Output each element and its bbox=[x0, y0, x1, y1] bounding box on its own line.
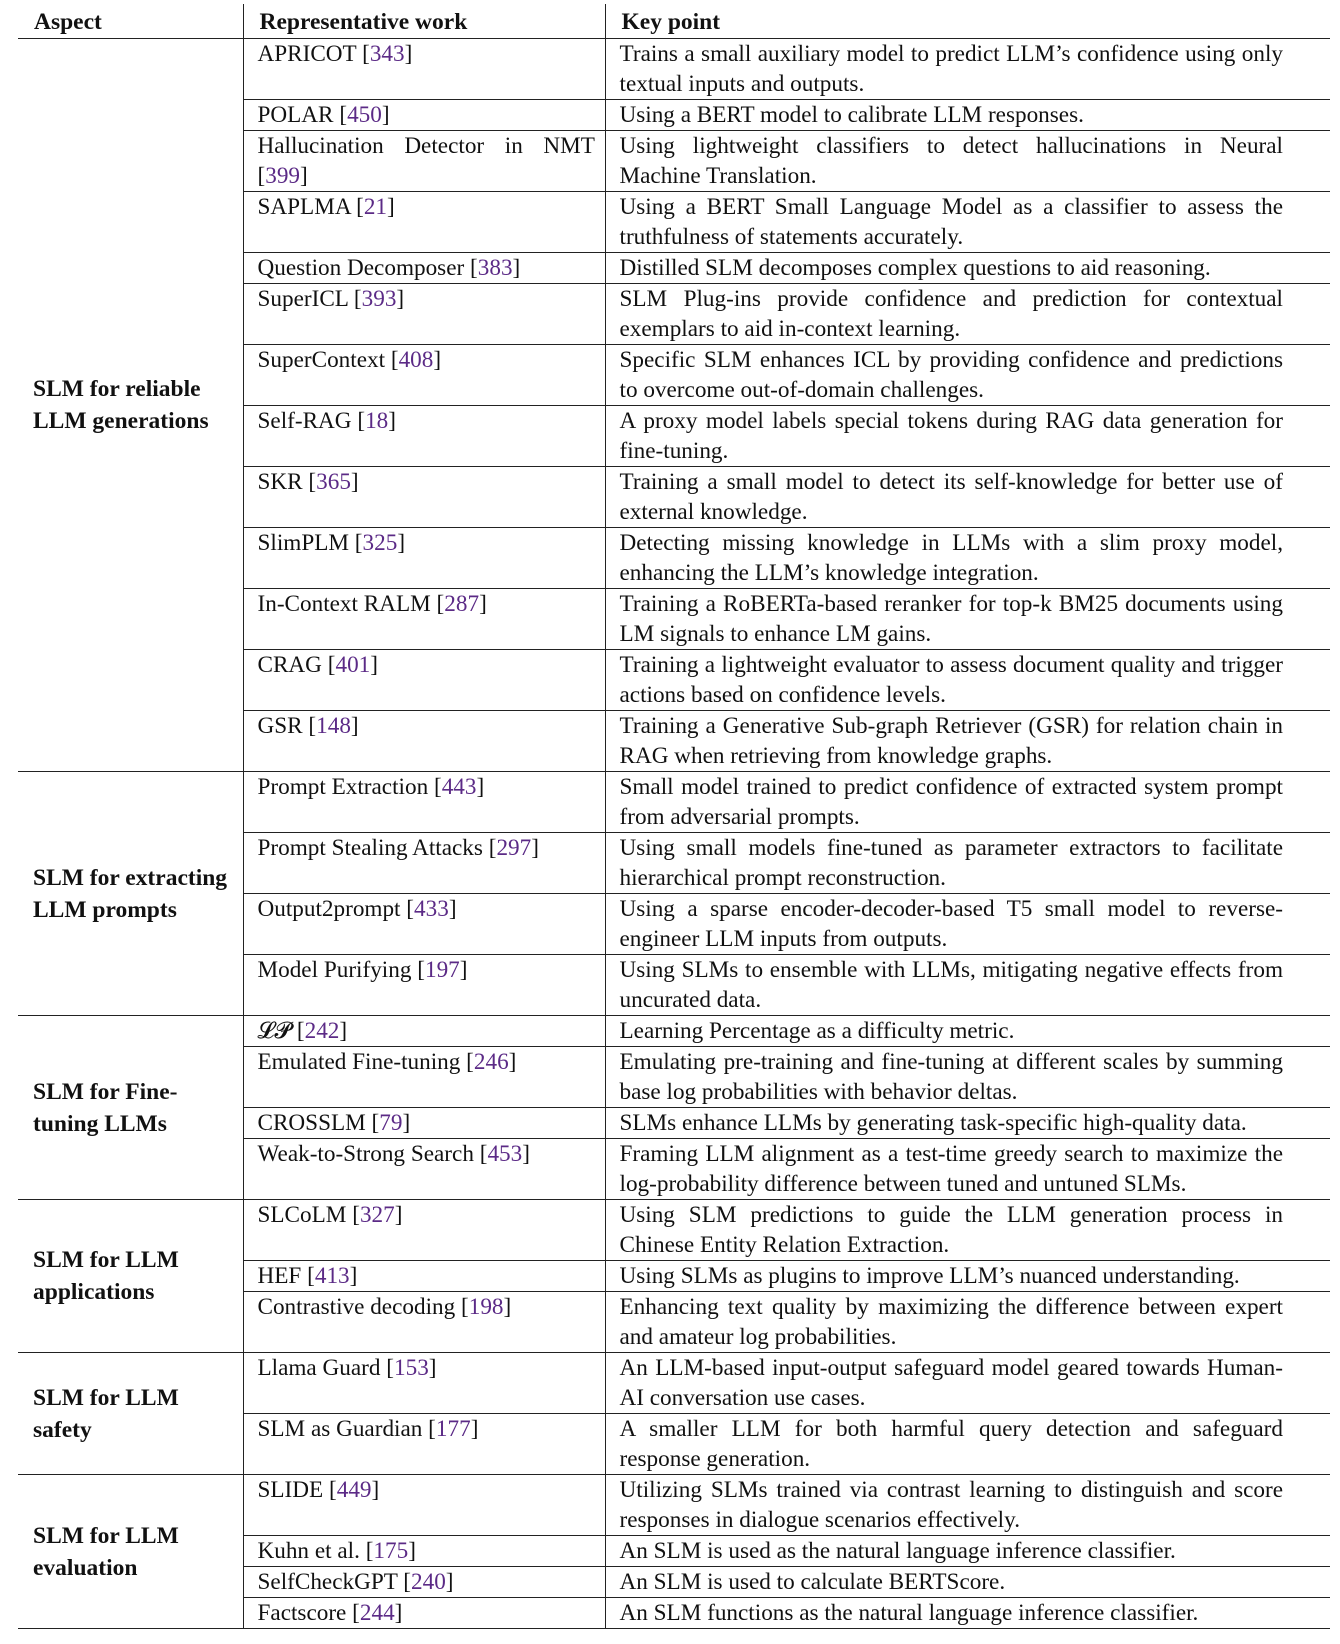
key-point-cell: Learning Percentage as a difficulty metric. bbox=[605, 1016, 1330, 1047]
citation-link[interactable]: 365 bbox=[316, 469, 351, 495]
key-point-cell: Using a sparse encoder-decoder-based T5 small model to reverse-engineer LLM inputs from outputs. bbox=[605, 894, 1330, 955]
work-name: Prompt Extraction bbox=[257, 774, 429, 800]
key-point-cell: Detecting missing knowledge in LLMs with a slim proxy model, enhancing the LLM’s knowledge integration. bbox=[605, 528, 1330, 589]
key-point-cell: Utilizing SLMs trained via contrast learning to distinguish and score responses in dialogue scenarios effectively. bbox=[605, 1475, 1330, 1536]
key-point-cell: Using a BERT Small Language Model as a classifier to assess the truthfulness of statements accurately. bbox=[605, 192, 1330, 253]
key-point-cell: An SLM is used as the natural language inference classifier. bbox=[605, 1536, 1330, 1567]
aspect-cell: SLM for LLM safety bbox=[18, 1353, 243, 1475]
key-point-cell: Emulating pre-training and fine-tuning at different scales by summing base log probabilities with behavior deltas. bbox=[605, 1047, 1330, 1108]
representative-work-cell: Self-RAG [18] bbox=[243, 406, 605, 467]
representative-work-cell: Contrastive decoding [198] bbox=[243, 1292, 605, 1353]
citation-link[interactable]: 413 bbox=[314, 1263, 350, 1289]
representative-work-cell: Prompt Stealing Attacks [297] bbox=[243, 833, 605, 894]
representative-work-cell: SKR [365] bbox=[243, 467, 605, 528]
work-name: SelfCheckGPT bbox=[257, 1569, 398, 1595]
representative-work-cell: APRICOT [343] bbox=[243, 39, 605, 100]
representative-work-cell: POLAR [450] bbox=[243, 100, 605, 131]
work-name: HEF bbox=[257, 1263, 302, 1289]
work-name: SuperICL bbox=[257, 286, 349, 312]
work-name: Contrastive decoding bbox=[257, 1294, 456, 1320]
aspect-cell: SLM for extracting LLM prompts bbox=[18, 772, 243, 1016]
work-name: CROSSLM bbox=[257, 1110, 366, 1136]
key-point-cell: Framing LLM alignment as a test-time greedy search to maximize the log-probability difference between tuned and untuned SLMs. bbox=[605, 1139, 1330, 1200]
citation-link[interactable]: 443 bbox=[441, 774, 477, 800]
work-name: Kuhn et al. bbox=[257, 1538, 360, 1564]
work-name: Output2prompt bbox=[257, 896, 401, 922]
work-name: GSR bbox=[257, 713, 303, 739]
citation-link[interactable]: 240 bbox=[411, 1569, 446, 1595]
key-point-cell: Enhancing text quality by maximizing the difference between expert and amateur log probabilities. bbox=[605, 1292, 1330, 1353]
key-point-cell: An LLM-based input-output safeguard model geared towards Human-AI conversation use cases. bbox=[605, 1353, 1330, 1414]
citation-link[interactable]: 433 bbox=[414, 896, 449, 922]
citation-link[interactable]: 393 bbox=[361, 286, 397, 312]
aspect-cell: SLM for LLM evaluation bbox=[18, 1475, 243, 1629]
citation-link[interactable]: 242 bbox=[304, 1018, 340, 1044]
representative-work-cell: CRAG [401] bbox=[243, 650, 605, 711]
key-point-cell: Training a small model to detect its self-knowledge for better use of external knowledge. bbox=[605, 467, 1330, 528]
work-name: In-Context RALM bbox=[257, 591, 431, 617]
key-point-cell: A proxy model labels special tokens during RAG data generation for fine-tuning. bbox=[605, 406, 1330, 467]
work-name: 𝓛𝓟 bbox=[257, 1018, 292, 1044]
representative-work-cell: In-Context RALM [287] bbox=[243, 589, 605, 650]
citation-link[interactable]: 408 bbox=[398, 347, 434, 373]
work-name: Prompt Stealing Attacks bbox=[257, 835, 483, 861]
key-point-cell: Using small models fine-tuned as parameter extractors to facilitate hierarchical prompt reconstruction. bbox=[605, 833, 1330, 894]
key-point-cell: Using lightweight classifiers to detect hallucinations in Neural Machine Translation. bbox=[605, 131, 1330, 192]
representative-work-cell: SlimPLM [325] bbox=[243, 528, 605, 589]
citation-link[interactable]: 18 bbox=[365, 408, 389, 434]
citation-link[interactable]: 327 bbox=[359, 1202, 395, 1228]
representative-work-cell: Prompt Extraction [443] bbox=[243, 772, 605, 833]
representative-work-cell: GSR [148] bbox=[243, 711, 605, 772]
key-point-cell: Training a lightweight evaluator to assess document quality and trigger actions based on confidence levels. bbox=[605, 650, 1330, 711]
work-name: Weak-to-Strong Search bbox=[257, 1141, 474, 1167]
representative-work-cell: SuperICL [393] bbox=[243, 284, 605, 345]
header-aspect: Aspect bbox=[18, 4, 243, 39]
citation-link[interactable]: 343 bbox=[369, 41, 405, 67]
key-point-cell: Using SLMs as plugins to improve LLM’s nuanced understanding. bbox=[605, 1261, 1330, 1292]
citation-link[interactable]: 153 bbox=[394, 1355, 429, 1381]
citation-link[interactable]: 197 bbox=[424, 957, 460, 983]
work-name: SAPLMA bbox=[257, 194, 351, 220]
table-row bbox=[18, 1353, 1330, 1414]
table-body bbox=[18, 39, 1330, 1629]
representative-work-cell: SelfCheckGPT [240] bbox=[243, 1567, 605, 1598]
work-name: SLCoLM bbox=[257, 1202, 347, 1228]
table-row bbox=[18, 1200, 1330, 1261]
citation-link[interactable]: 198 bbox=[468, 1294, 504, 1320]
work-name: APRICOT bbox=[257, 41, 357, 67]
citation-link[interactable]: 79 bbox=[379, 1110, 403, 1136]
work-name: Model Purifying bbox=[257, 957, 412, 983]
work-name: SuperContext bbox=[257, 347, 386, 373]
representative-work-cell: Emulated Fine-tuning [246] bbox=[243, 1047, 605, 1108]
representative-work-cell: Question Decomposer [383] bbox=[243, 253, 605, 284]
key-point-cell: Using SLMs to ensemble with LLMs, mitigating negative effects from uncurated data. bbox=[605, 955, 1330, 1016]
representative-work-cell: SuperContext [408] bbox=[243, 345, 605, 406]
table-row bbox=[18, 1016, 1330, 1047]
representative-work-cell: SAPLMA [21] bbox=[243, 192, 605, 253]
citation-link[interactable]: 244 bbox=[359, 1600, 395, 1626]
representative-work-cell: SLCoLM [327] bbox=[243, 1200, 605, 1261]
citation-link[interactable]: 399 bbox=[265, 163, 301, 189]
header-row bbox=[18, 4, 1330, 39]
key-point-cell: An SLM is used to calculate BERTScore. bbox=[605, 1567, 1330, 1598]
key-point-cell: SLM Plug-ins provide confidence and prediction for contextual exemplars to aid in-context learning. bbox=[605, 284, 1330, 345]
work-name: SKR bbox=[257, 469, 303, 495]
work-name: SlimPLM bbox=[257, 530, 349, 556]
citation-link[interactable]: 297 bbox=[496, 835, 532, 861]
key-point-cell: Small model trained to predict confidence of extracted system prompt from adversarial prompts. bbox=[605, 772, 1330, 833]
representative-work-cell: Llama Guard [153] bbox=[243, 1353, 605, 1414]
key-point-cell: Using SLM predictions to guide the LLM generation process in Chinese Entity Relation Extraction. bbox=[605, 1200, 1330, 1261]
representative-work-cell: Weak-to-Strong Search [453] bbox=[243, 1139, 605, 1200]
citation-link[interactable]: 21 bbox=[363, 194, 388, 220]
aspect-cell: SLM for Fine-tuning LLMs bbox=[18, 1016, 243, 1200]
citation-link[interactable]: 325 bbox=[362, 530, 398, 556]
key-point-cell: Trains a small auxiliary model to predict LLM’s confidence using only textual inputs and outputs. bbox=[605, 39, 1330, 100]
work-name: CRAG bbox=[257, 652, 322, 678]
representative-work-cell: CROSSLM [79] bbox=[243, 1108, 605, 1139]
representative-work-cell: Model Purifying [197] bbox=[243, 955, 605, 1016]
key-point-cell: A smaller LLM for both harmful query detection and safeguard response generation. bbox=[605, 1414, 1330, 1475]
representative-work-cell: Factscore [244] bbox=[243, 1598, 605, 1629]
key-point-cell: SLMs enhance LLMs by generating task-specific high-quality data. bbox=[605, 1108, 1330, 1139]
key-point-cell: Training a RoBERTa-based reranker for top-k BM25 documents using LM signals to enhance LM gains. bbox=[605, 589, 1330, 650]
representative-work-cell: Output2prompt [433] bbox=[243, 894, 605, 955]
representative-work-cell: SLIDE [449] bbox=[243, 1475, 605, 1536]
representative-work-cell: HEF [413] bbox=[243, 1261, 605, 1292]
table-row bbox=[18, 772, 1330, 833]
representative-work-cell: SLM as Guardian [177] bbox=[243, 1414, 605, 1475]
citation-link[interactable]: 287 bbox=[444, 591, 480, 617]
citation-link[interactable]: 177 bbox=[435, 1416, 471, 1442]
citation-link[interactable]: 450 bbox=[347, 102, 382, 128]
work-name: Question Decomposer bbox=[257, 255, 465, 281]
key-point-cell: An SLM functions as the natural language inference classifier. bbox=[605, 1598, 1330, 1629]
work-name: Emulated Fine-tuning bbox=[257, 1049, 461, 1075]
work-name: SLIDE bbox=[257, 1477, 324, 1503]
header-key-point: Key point bbox=[605, 4, 1330, 39]
citation-link[interactable]: 401 bbox=[335, 652, 371, 678]
representative-work-cell: Hallucination Detector in NMT [399] bbox=[243, 131, 605, 192]
work-name: POLAR bbox=[257, 102, 334, 128]
key-point-cell: Distilled SLM decomposes complex questions to aid reasoning. bbox=[605, 253, 1330, 284]
key-point-cell: Training a Generative Sub-graph Retriever (GSR) for relation chain in RAG when retrieving from knowledge graphs. bbox=[605, 711, 1330, 772]
representative-work-cell: 𝓛𝓟 [242] bbox=[243, 1016, 605, 1047]
header-representative-work: Representative work bbox=[243, 4, 605, 39]
slm-llm-table bbox=[18, 4, 1330, 1629]
work-name: Hallucination Detector in NMT bbox=[257, 133, 595, 159]
citation-link[interactable]: 175 bbox=[373, 1538, 409, 1564]
citation-link[interactable]: 449 bbox=[336, 1477, 372, 1503]
key-point-cell: Specific SLM enhances ICL by providing confidence and predictions to overcome out-of-domain challenges. bbox=[605, 345, 1330, 406]
citation-link[interactable]: 246 bbox=[473, 1049, 509, 1075]
table-row bbox=[18, 39, 1330, 100]
key-point-cell: Using a BERT model to calibrate LLM responses. bbox=[605, 100, 1330, 131]
aspect-cell: SLM for LLM applications bbox=[18, 1200, 243, 1353]
work-name: Factscore bbox=[257, 1600, 347, 1626]
aspect-cell: SLM for reliable LLM generations bbox=[18, 39, 243, 772]
citation-link[interactable]: 148 bbox=[316, 713, 351, 739]
table-row bbox=[18, 1475, 1330, 1536]
citation-link[interactable]: 383 bbox=[477, 255, 513, 281]
work-name: SLM as Guardian bbox=[257, 1416, 423, 1442]
work-name: Llama Guard bbox=[257, 1355, 381, 1381]
representative-work-cell: Kuhn et al. [175] bbox=[243, 1536, 605, 1567]
citation-link[interactable]: 453 bbox=[487, 1141, 523, 1167]
work-name: Self-RAG bbox=[257, 408, 352, 434]
